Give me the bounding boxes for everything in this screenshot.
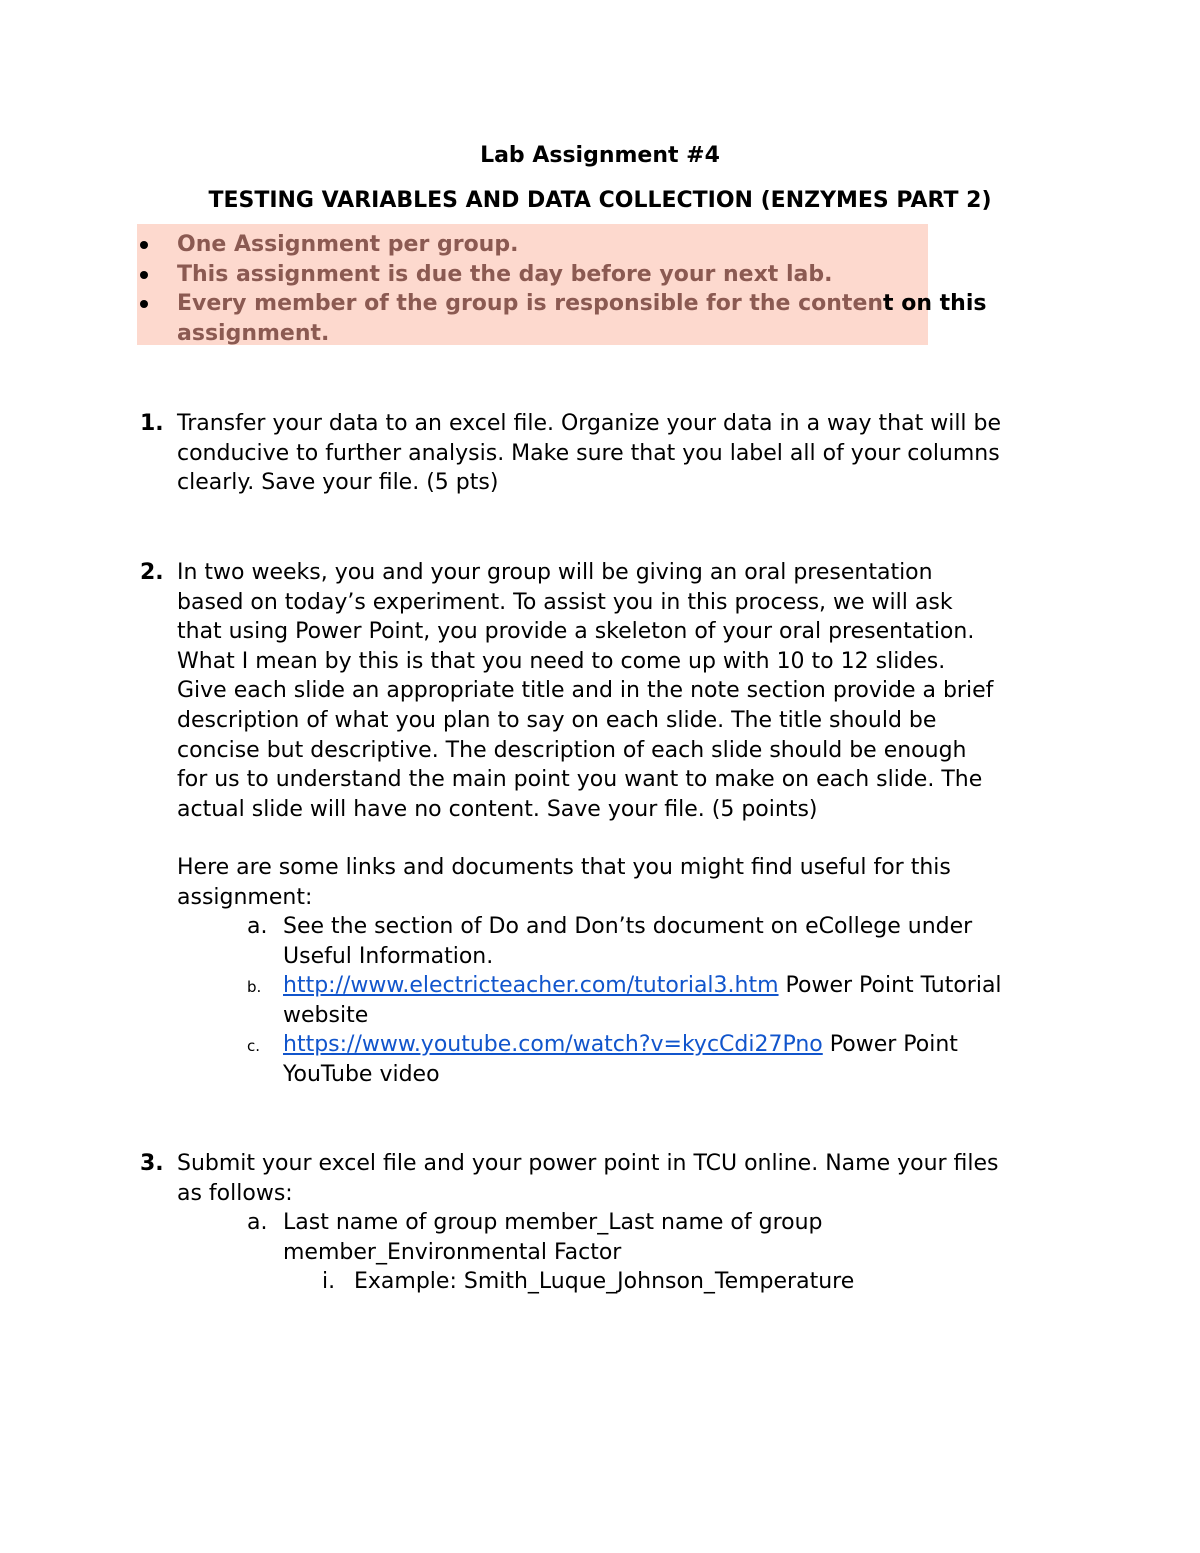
note-text: This assignment is due the day before your next lab.: [177, 261, 833, 287]
note-text-plain: t on this: [883, 291, 987, 316]
note-text: One Assignment per group.: [177, 232, 519, 257]
list-item: [177, 1208, 1077, 1267]
naming-list: [177, 1208, 1077, 1297]
item-letter: i.: [322, 1269, 336, 1295]
question-line: In two weeks, you and your group will be giving an oral presentation: [177, 560, 933, 585]
item-letter: a.: [247, 914, 268, 939]
list-item: [134, 289, 1064, 348]
question-line: Transfer your data to an excel file. Organize your data in a way that will be: [177, 411, 1002, 436]
list-item: [134, 260, 1064, 290]
list-item: [134, 230, 1064, 260]
item-letter: b.: [247, 978, 262, 997]
question-number: 1.: [140, 411, 164, 436]
question-line: as follows:: [177, 1180, 293, 1206]
question-line: actual slide will have no content. Save your file. (5 points): [177, 796, 818, 822]
tutorial-link[interactable]: http://www.electricteacher.com/tutorial3.htm: [283, 973, 779, 999]
page-title: Lab Assignment #4: [480, 143, 720, 168]
question-line: What I mean by this is that you need to come up with 10 to 12 slides.: [177, 648, 946, 674]
bullet-icon: [140, 271, 148, 279]
item-letter: c.: [247, 1037, 261, 1056]
list-item: [177, 971, 1077, 1030]
question-line: description of what you plan to say on each slide. The title should be: [177, 707, 937, 733]
resource-text: Useful Information.: [283, 943, 494, 969]
note-text-continued: assignment.: [177, 320, 330, 346]
question-line: that using Power Point, you provide a skeleton of your oral presentation.: [177, 619, 975, 645]
question-line: Give each slide an appropriate title and in the note section provide a brief: [177, 678, 994, 704]
resource-text: website: [283, 1002, 369, 1028]
list-item: [177, 1030, 1077, 1089]
youtube-link[interactable]: https://www.youtube.com/watch?v=kycCdi27Pno: [283, 1032, 823, 1058]
resource-text: Power Point Tutorial: [778, 973, 1002, 999]
question-number: 3.: [140, 1151, 164, 1176]
item-letter: a.: [247, 1210, 268, 1235]
question-line: clearly. Save your file. (5 pts): [177, 470, 499, 496]
naming-text: Last name of group member_Last name of group: [283, 1210, 823, 1235]
question-line: concise but descriptive. The description of each slide should be enough: [177, 737, 967, 763]
question-number: 2.: [140, 560, 164, 585]
resource-text: YouTube video: [283, 1061, 440, 1087]
question-line: based on today’s experiment. To assist you in this process, we will ask: [177, 589, 953, 615]
notes-list: [134, 230, 1064, 348]
naming-text: member_Environmental Factor: [283, 1239, 622, 1265]
question-3: [140, 1149, 1070, 1208]
question-2: [140, 558, 1070, 824]
bullet-icon: [140, 300, 148, 308]
question-line: conducive to further analysis. Make sure that you label all of your columns: [177, 440, 1000, 466]
example-text: Example: Smith_Luque_Johnson_Temperature: [354, 1269, 855, 1295]
bullet-icon: [140, 241, 148, 249]
question-line: for us to understand the main point you want to make on each slide. The: [177, 767, 983, 793]
links-intro: [140, 853, 1070, 912]
list-item: [177, 912, 1077, 971]
resource-text: Power Point: [822, 1032, 958, 1058]
resource-text: See the section of Do and Don’ts document on eCollege under: [283, 914, 973, 939]
question-line: Submit your excel file and your power point in TCU online. Name your files: [177, 1151, 999, 1176]
note-text-highlighted: Every member of the group is responsible for the conten: [177, 291, 884, 316]
intro-line: Here are some links and documents that you might find useful for this: [177, 855, 951, 880]
resource-list: [177, 912, 1077, 1090]
question-1: [140, 409, 1070, 498]
page-subtitle: TESTING VARIABLES AND DATA COLLECTION (ENZYMES PART 2): [208, 188, 992, 213]
list-item: [177, 1267, 1077, 1297]
intro-line: assignment:: [177, 884, 313, 910]
